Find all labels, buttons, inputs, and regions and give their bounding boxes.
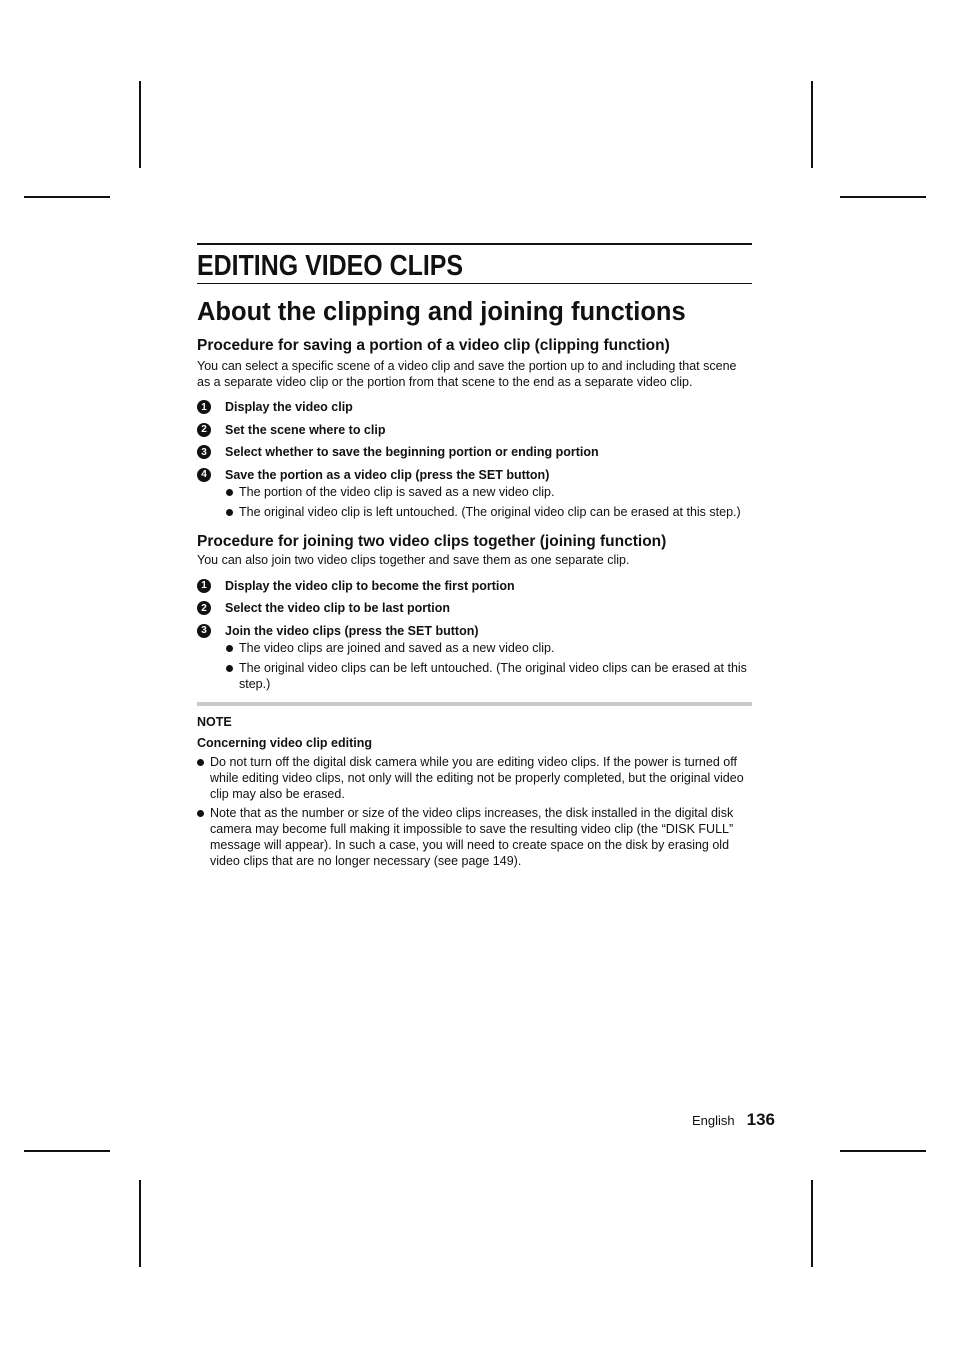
bullet-text: Do not turn off the digital disk camera while you are editing video clips. If the power is turned off while editing video clips, not only will the editing not be properly completed, but the original video clip may also be erased. (210, 755, 744, 801)
crop-mark (840, 1150, 926, 1152)
bullet-icon (226, 489, 233, 496)
joining-procedure-title: Procedure for joining two video clips together (joining function) (197, 533, 667, 550)
page-number: 136 (746, 1110, 776, 1129)
step-item (197, 620, 752, 643)
crop-mark (811, 81, 813, 168)
note-label: NOTE (197, 715, 232, 729)
bullet-icon (197, 810, 204, 817)
note-subtitle: Concerning video clip editing (197, 736, 373, 750)
chapter-title: EDITING VIDEO CLIPS (197, 250, 464, 282)
bullet-item (225, 504, 752, 520)
joining-bullets (225, 640, 752, 692)
crop-mark (840, 196, 926, 198)
step-item (197, 575, 752, 598)
clipping-procedure-title: Procedure for saving a portion of a video clip (clipping function) (197, 337, 670, 354)
step-number-icon: 2 (197, 423, 211, 437)
clipping-bullets (225, 484, 752, 520)
step-item (197, 464, 752, 487)
bullet-text: The original video clips can be left untouched. (The original video clips can be erased at this step.) (239, 661, 747, 691)
crop-mark (24, 1150, 110, 1152)
note-divider (197, 702, 752, 706)
step-text: Set the scene where to clip (225, 422, 386, 437)
step-text: Display the video clip (225, 400, 353, 415)
bullet-icon (226, 645, 233, 652)
bullet-item (197, 805, 752, 869)
bullet-item (225, 484, 752, 500)
step-text: Select the video clip to be last portion (225, 601, 451, 616)
crop-mark (811, 1180, 813, 1267)
joining-intro: You can also join two video clips together and save them as one separate clip. (197, 553, 630, 567)
chapter-rule-top (197, 243, 752, 245)
step-item (197, 419, 752, 442)
step-number-icon: 3 (197, 624, 211, 638)
bullet-text: The video clips are joined and saved as a new video clip. (239, 641, 555, 655)
crop-mark (139, 1180, 141, 1267)
clipping-intro: You can select a specific scene of a video clip and save the portion up to and including that scene as a separate video clip or the portion from that scene to the end as a separate video clip. (197, 359, 737, 389)
bullet-text: Note that as the number or size of the video clips increases, the disk installed in the digital disk camera may become full making it impossible to save the resulting video clip (the “DISK FULL” message will appear). In such a case, you will need to create space on the disk by erasing old video clips that are no longer necessary (see page 149). (210, 806, 734, 868)
bullet-text: The portion of the video clip is saved as a new video clip. (239, 485, 555, 499)
page-content (197, 243, 752, 872)
step-text: Select whether to save the beginning portion or ending portion (225, 445, 599, 460)
step-number-icon: 1 (197, 579, 211, 593)
step-item (197, 441, 752, 464)
footer-language: English (692, 1113, 735, 1128)
step-number-icon: 1 (197, 400, 211, 414)
bullet-item (225, 640, 752, 656)
joining-steps (197, 575, 752, 643)
bullet-text: The original video clip is left untouched. (The original video clip can be erased at this step.) (239, 505, 741, 519)
crop-mark (139, 81, 141, 168)
step-text: Display the video clip to become the first portion (225, 578, 515, 593)
bullet-icon (226, 665, 233, 672)
bullet-icon (226, 509, 233, 516)
note-bullets (197, 754, 752, 869)
crop-mark (24, 196, 110, 198)
step-number-icon: 4 (197, 468, 211, 482)
step-text: Join the video clips (press the SET button) (225, 623, 479, 638)
step-text: Save the portion as a video clip (press the SET button) (225, 467, 550, 482)
step-item (197, 597, 752, 620)
section-title: About the clipping and joining functions (197, 298, 686, 326)
page-footer (692, 1110, 775, 1130)
bullet-item (225, 660, 752, 692)
bullet-item (197, 754, 752, 802)
step-number-icon: 3 (197, 445, 211, 459)
chapter-rule-bottom (197, 283, 752, 284)
step-number-icon: 2 (197, 601, 211, 615)
clipping-steps (197, 396, 752, 486)
step-item (197, 396, 752, 419)
bullet-icon (197, 759, 204, 766)
